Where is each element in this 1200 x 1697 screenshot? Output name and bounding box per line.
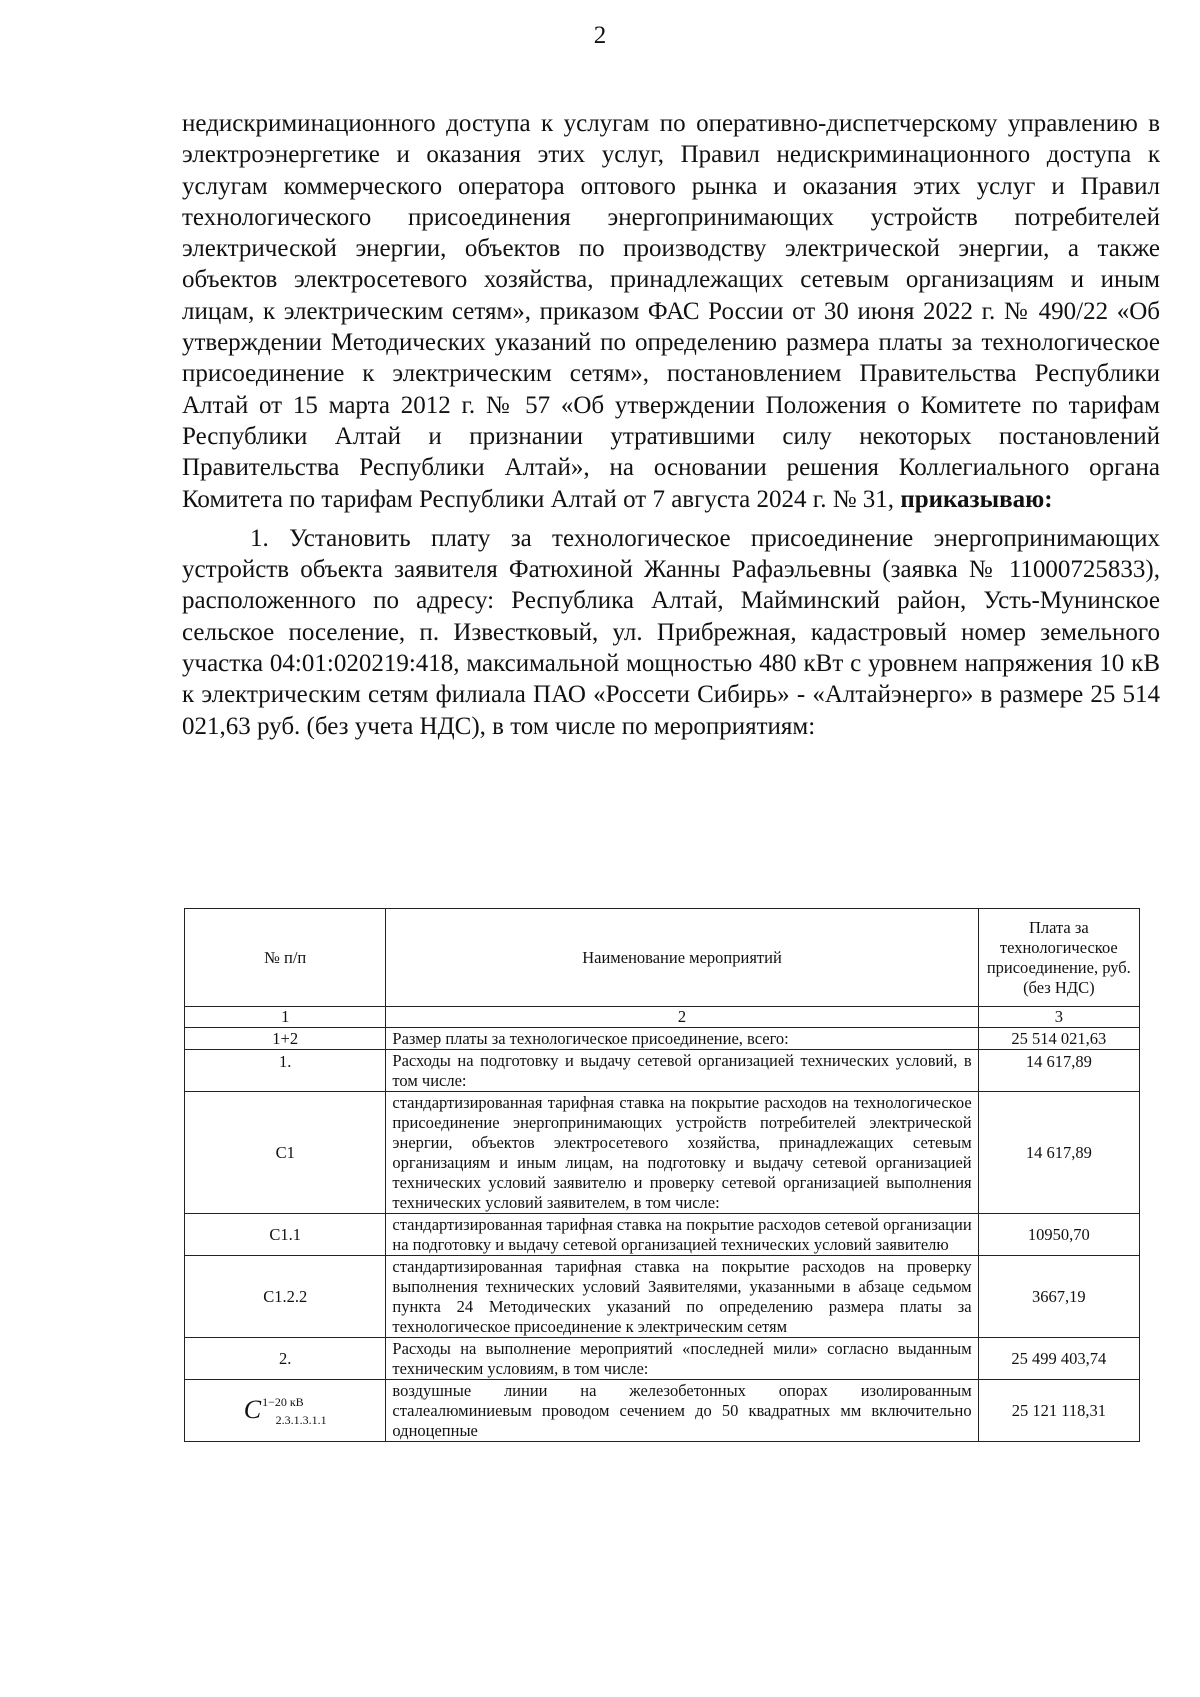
order-text (182, 108, 1160, 742)
row-activity: стандартизированная тарифная ставка на покрытие расходов на технологическое присоединение энергопринимающих устройств потребителей электрической энергии, объектов электросетевого хозяйства, принадлежащих сетевым организациям и иным лицам, на подготовку и выдачу сетевой организацией технических условий заявителю и проверку сетевой организацией выполнения технических условий заявителем, в том числе: (386, 1092, 978, 1214)
row-number: C1.2.2 (185, 1256, 386, 1338)
row-amount: 10950,70 (978, 1214, 1139, 1256)
order-keyword: приказываю: (900, 485, 1053, 513)
rate-voltage-superscript: 1−20 кВ (262, 1394, 304, 1409)
fee-table (184, 908, 1140, 1442)
column-number-3: 3 (978, 1007, 1139, 1028)
row-amount: 14 617,89 (978, 1092, 1139, 1214)
row-number: 1. (185, 1050, 386, 1092)
preamble-text: недискриминационного доступа к услугам по оперативно-диспетчерскому управлению в электроэнергетике и оказания этих услуг, Правил недискриминационного доступа к услугам коммерческого оператора оптового рынка и оказания этих услуг и Правил технологического присоединения энергопринимающих устройств потребителей электрической энергии, объектов по производству электрической энергии, а также объектов электросетевого хозяйства, принадлежащих сетевым организациям и иным лицам, к электрическим сетям», приказом ФАС России от 30 июня 2022 г. № 490/22 «Об утверждении Методических указаний по определению размера платы за технологическое присоединение к электрическим сетям», постановлением Правительства Республики Алтай от 15 марта 2012 г. № 57 «Об утверждении Положения о Комитете по тарифам Республики Алтай и признании утратившими силу некоторых постановлений Правительства Республики Алтай», на основании решения Коллегиального органа Комитета по тарифам Республики Алтай от 7 августа 2024 г. № 31, (182, 110, 1160, 513)
row-number: 1+2 (185, 1028, 386, 1050)
preamble-paragraph (182, 108, 1160, 515)
row-activity: стандартизированная тарифная ставка на покрытие расходов сетевой организации на подготовку и выдачу сетевой организацией технических условий заявителю (386, 1214, 978, 1256)
row-amount: 25 499 403,74 (978, 1338, 1139, 1380)
row-activity: Расходы на подготовку и выдачу сетевой организацией технических условий, в том числе: (386, 1050, 978, 1092)
row-number (185, 1380, 386, 1442)
row-activity: стандартизированная тарифная ставка на покрытие расходов на проверку выполнения технических условий Заявителями, указанными в абзаце седьмом пункта 24 Методических указаний по определению размера платы за технологическое присоединение к электрическим сетям (386, 1256, 978, 1338)
row-number: C1 (185, 1092, 386, 1214)
row-number: 2. (185, 1338, 386, 1380)
header-activity-name: Наименование мероприятий (386, 909, 978, 1007)
table-row (185, 1092, 1140, 1214)
table-row (185, 1028, 1140, 1050)
column-number-2: 2 (386, 1007, 978, 1028)
column-number-row (185, 1007, 1140, 1028)
row-activity: Размер платы за технологическое присоединение, всего: (386, 1028, 978, 1050)
row-amount: 14 617,89 (978, 1050, 1139, 1092)
row-activity: Расходы на выполнение мероприятий «последней мили» согласно выданным техническим условиям, в том числе: (386, 1338, 978, 1380)
table-row (185, 1214, 1140, 1256)
row-number: C1.1 (185, 1214, 386, 1256)
row-amount: 3667,19 (978, 1256, 1139, 1338)
table-row (185, 1338, 1140, 1380)
rate-symbol: C (243, 1394, 262, 1424)
item-1-paragraph: 1. Установить плату за технологическое присоединение энергопринимающих устройств объекта заявителя Фатюхиной Жанны Рафаэльевны (заявка № 11000725833), расположенного по адресу: Республика Алтай, Майминский район, Усть-Мунинское сельское поселение, п. Известковый, ул. Прибрежная, кадастровый номер земельного участка 04:01:020219:418, максимальной мощностью 480 кВт с уровнем напряжения 10 кВ к электрическим сетям филиала ПАО «Россети Сибирь» - «Алтайэнерго» в размере 25 514 021,63 руб. (без учета НДС), в том числе по мероприятиям: (182, 524, 1160, 740)
row-activity: воздушные линии на железобетонных опорах изолированным сталеалюминиевым проводом сечением до 50 квадратных мм включительно одноцепные (386, 1380, 978, 1442)
table-row (185, 1050, 1140, 1092)
header-fee: Плата за технологическое присоединение, руб.(без НДС) (978, 909, 1139, 1007)
row-amount: 25 514 021,63 (978, 1028, 1139, 1050)
table-row (185, 1256, 1140, 1338)
row-amount: 25 121 118,31 (978, 1380, 1139, 1442)
page-number: 2 (593, 22, 607, 49)
table-row (185, 1380, 1140, 1442)
header-number: № п/п (185, 909, 386, 1007)
rate-code-subscript: 2.3.1.3.1.1 (275, 1412, 327, 1427)
table-header-row (185, 909, 1140, 1007)
column-number-1: 1 (185, 1007, 386, 1028)
